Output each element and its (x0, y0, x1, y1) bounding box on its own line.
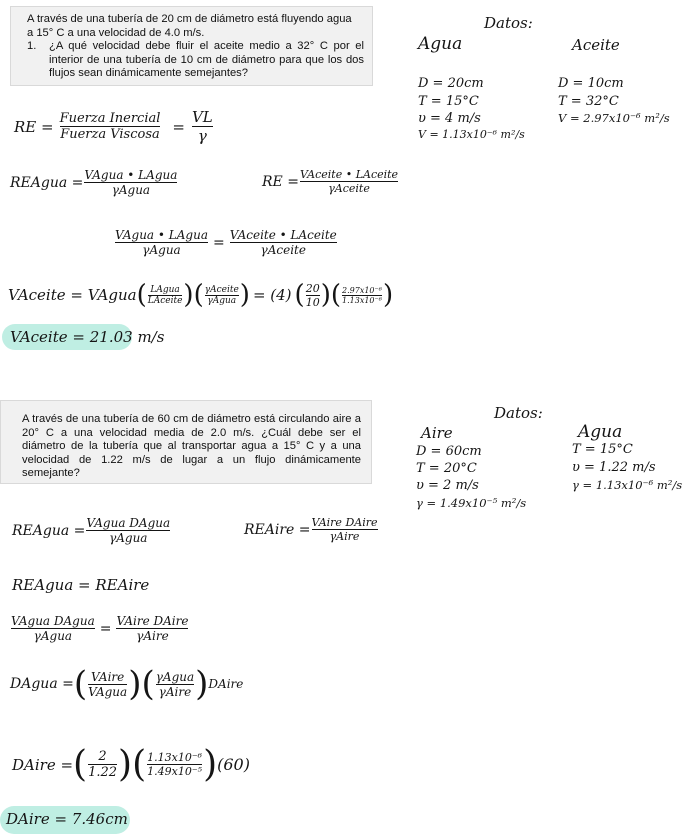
problem-2-text: A través de una tubería de 60 cm de diámetro está circulando aire a 20° C a una velocidad media de 2.0 m/s. ¿Cuál debe ser el diámetro de la tubería que al transportar agua a 15° C y a una velocidad de 1.22 m/s de lugar a un flujo dinámicamente semejante? (22, 413, 361, 480)
re-agua-denominator-2: γAgua (109, 531, 148, 545)
viscosity-2-numerator: 1.13x10⁻⁶ (147, 751, 203, 764)
datos-2-agua-t: T = 15°C (572, 442, 633, 457)
reynolds-denominator: Fuerza Viscosa (60, 127, 160, 142)
datos-1-title: Datos: (484, 14, 533, 32)
re-aceite-numerator: VAceite • LAceite (299, 168, 399, 181)
d-aire-factor: DAire (208, 677, 244, 691)
velocity-numerator: 2 (98, 749, 107, 764)
datos-1-aceite-t: T = 32°C (558, 94, 619, 109)
re-expanded-left-numerator: VAgua DAgua (11, 614, 95, 628)
re-agua-denominator: γAgua (111, 183, 151, 197)
viscosity-ratio-2 (156, 670, 194, 699)
reynolds-vl-numerator: VL (191, 108, 213, 126)
datos-2-title: Datos: (494, 404, 543, 422)
re-agua-numerator-2: VAgua DAgua (86, 516, 171, 530)
diameter-denominator: 10 (305, 295, 320, 309)
viscosity-ratio-2-denominator: γAire (158, 684, 192, 699)
reynolds-vl-fraction (192, 108, 213, 145)
reynolds-definition (14, 108, 214, 145)
re-equality-left-fraction (115, 228, 208, 257)
velocity-ratio (88, 670, 127, 699)
re-aire-definition (244, 516, 379, 543)
datos-2-aire-d: D = 60cm (416, 444, 482, 459)
problem-1-question (27, 40, 364, 81)
re-equality-right-fraction (230, 228, 337, 257)
re-agua-definition-2 (12, 516, 171, 545)
d-aire-formula: DAire = ( 2 1.22 )( 1.13x10⁻⁶ 1.49x10⁻⁵ ) (60) (12, 744, 250, 785)
v-aceite-substitution: = (4) (252, 286, 292, 304)
velocity-values (88, 749, 117, 780)
problem-1-line-2: a 15° C a una velocidad de 4.0 m/s. (27, 26, 205, 39)
re-expanded-right-fraction (116, 614, 188, 643)
datos-1-aceite-nu: V = 2.97x10⁻⁶ m²/s (558, 111, 670, 125)
re-equality-right-numerator: VAceite • LAceite (229, 228, 337, 242)
viscosity-2-denominator: 1.49x10⁻⁵ (147, 765, 203, 778)
re-expanded-left-denominator: γAgua (33, 629, 73, 643)
re-equality-left-denominator: γAgua (142, 243, 181, 257)
d-aire-lhs: DAire = (12, 755, 74, 774)
reynolds-numerator: Fuerza Inercial (59, 111, 161, 126)
length-ratio-numerator: LAgua (150, 284, 180, 295)
re-aceite-lhs: RE = (262, 173, 299, 190)
problem-1-line-1: A través de una tubería de 20 cm de diámetro está fluyendo agua (27, 13, 352, 25)
equals-sign: = (213, 234, 225, 251)
v-aceite-formula: VAceite = VAgua ( LAgua LAceite )( γAceite γAgua ) = (4) ( 20 10 )( 2.97x10⁻⁶ 1.13x10⁻⁶ ) (8, 280, 394, 310)
re-agua-lhs-2: REAgua = (12, 522, 86, 539)
problem-1-question-number: 1. (27, 40, 37, 53)
re-equality-1 (114, 228, 338, 257)
reynolds-force-fraction (60, 111, 161, 142)
re-aire-lhs: REAire = (244, 521, 311, 538)
viscosity-ratio-numerator: γAceite (204, 284, 239, 295)
datos-1-aceite-title: Aceite (572, 36, 620, 54)
re-aceite-definition (262, 168, 399, 195)
datos-2-agua-nu: γ = 1.13x10⁻⁶ m²/s (572, 478, 682, 492)
viscosity-numerator: 2.97x10⁻⁶ (342, 285, 382, 295)
reynolds-lhs: RE = (14, 117, 54, 136)
viscosity-ratio-denominator: γAgua (207, 295, 237, 306)
datos-1-agua-v: υ = 4 m/s (418, 111, 481, 126)
datos-2-agua-title: Agua (578, 422, 623, 442)
re-aire-fraction (312, 516, 378, 543)
problem-1-question-text: ¿A qué velocidad debe fluir el aceite medio a 32° C por el interior de una tubería de 10 cm de diámetro para que los dos flujos sean dinámicamente semejantes? (49, 40, 364, 80)
result-2: DAire = 7.46cm (6, 810, 128, 828)
reynolds-vl-denominator: γ (197, 127, 207, 145)
datos-2-aire-v: υ = 2 m/s (416, 478, 479, 493)
velocity-denominator: 1.22 (88, 765, 118, 780)
viscosity-ratio-2-numerator: γAgua (155, 669, 195, 684)
re-aire-denominator: γAire (329, 530, 360, 543)
re-agua-definition (10, 168, 178, 197)
re-aceite-denominator: γAceite (328, 182, 370, 195)
d-agua-lhs: DAgua = (10, 676, 74, 692)
re-expanded-right-numerator: VAire DAire (116, 614, 189, 628)
d-agua-formula: DAgua = ( VAire VAgua )( γAgua γAire ) DAire (10, 664, 244, 704)
velocity-ratio-numerator: VAire (91, 669, 125, 684)
re-agua-fraction-2 (86, 516, 170, 545)
re-agua-fraction (84, 168, 177, 197)
length-ratio (148, 285, 183, 306)
viscosity-denominator: 1.13x10⁻⁶ (342, 295, 382, 305)
diameter-aire-value: (60) (217, 755, 250, 774)
datos-1-aceite-d: D = 10cm (558, 76, 624, 91)
datos-1-agua-title: Agua (418, 34, 463, 54)
velocity-ratio-denominator: VAgua (88, 684, 128, 699)
re-expanded-left-fraction (11, 614, 95, 643)
re-aire-numerator: VAire DAire (311, 516, 378, 529)
viscosity-values-2 (147, 751, 202, 778)
datos-2-agua-v: υ = 1.22 m/s (572, 460, 656, 475)
equals-sign: = (172, 117, 185, 136)
equals-sign: = (99, 620, 112, 637)
re-expanded-right-denominator: γAire (136, 629, 169, 643)
problem-2-statement (0, 400, 372, 484)
diameter-numerator: 20 (305, 281, 320, 295)
datos-1-agua-nu: V = 1.13x10⁻⁶ m²/s (418, 128, 525, 141)
datos-1-agua-t: T = 15°C (418, 94, 479, 109)
re-equality-left-numerator: VAgua • LAgua (115, 228, 208, 242)
viscosity-values (342, 286, 382, 305)
datos-2-aire-t: T = 20°C (416, 461, 477, 476)
datos-1-agua-d: D = 20cm (418, 76, 484, 91)
result-1: VAceite = 21.03 m/s (10, 328, 165, 346)
re-agua-lhs: REAgua = (10, 174, 84, 191)
re-equality-2: REAgua = REAire (12, 576, 150, 594)
diameter-values (306, 282, 320, 309)
datos-2-aire-nu: γ = 1.49x10⁻⁵ m²/s (416, 496, 527, 510)
datos-2-aire-title: Aire (421, 424, 453, 442)
viscosity-ratio (205, 285, 239, 306)
v-aceite-formula-lhs: VAceite = VAgua (8, 286, 137, 304)
re-equality-right-denominator: γAceite (260, 243, 306, 257)
length-ratio-denominator: LAceite (147, 295, 183, 306)
re-expanded-equality (10, 614, 189, 643)
problem-1-statement (10, 6, 373, 86)
re-aceite-fraction (300, 168, 398, 195)
re-agua-numerator: VAgua • LAgua (84, 168, 178, 182)
